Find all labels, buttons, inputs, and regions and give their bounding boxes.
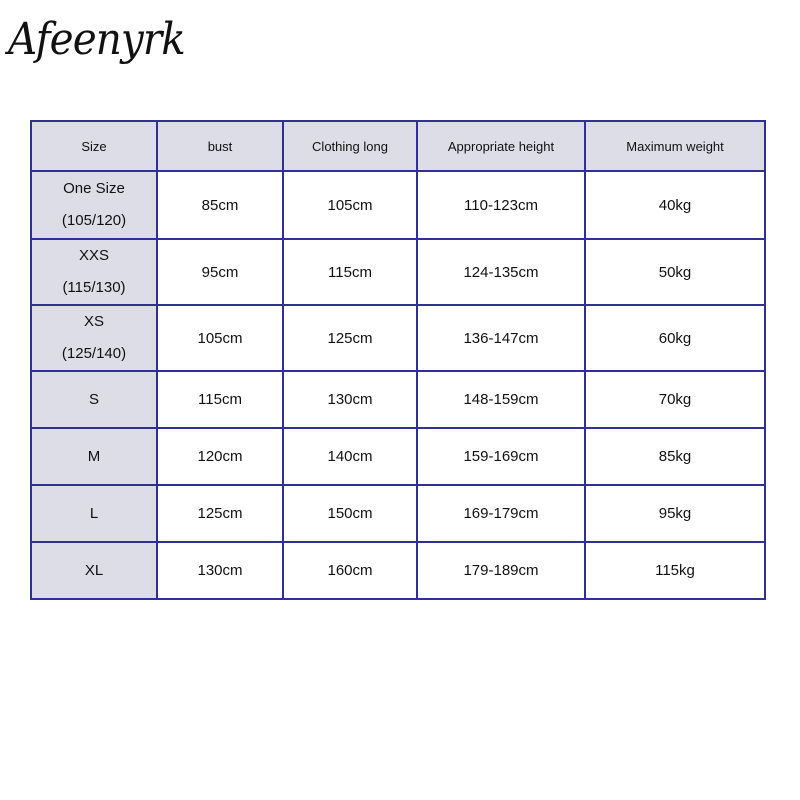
length-cell: 140cm xyxy=(283,428,417,485)
size-sub-label: (125/140) xyxy=(61,345,127,362)
table-row xyxy=(31,542,765,599)
size-label: XXS xyxy=(78,247,109,264)
weight-cell: 115kg xyxy=(585,542,765,599)
weight-cell: 95kg xyxy=(585,485,765,542)
header-maximum-weight: Maximum weight xyxy=(585,121,765,171)
weight-cell: 60kg xyxy=(585,305,765,371)
height-cell: 136-147cm xyxy=(417,305,585,371)
size-sub-label: (105/120) xyxy=(61,212,127,229)
size-label: One Size xyxy=(63,180,125,197)
header-appropriate-height: Appropriate height xyxy=(417,121,585,171)
size-chart-table xyxy=(30,120,766,600)
table-row xyxy=(31,239,765,305)
table-row xyxy=(31,371,765,428)
length-cell: 115cm xyxy=(283,239,417,305)
brand-logo: Afeenyrk xyxy=(8,14,185,65)
weight-cell: 85kg xyxy=(585,428,765,485)
bust-cell: 105cm xyxy=(157,305,283,371)
height-cell: 169-179cm xyxy=(417,485,585,542)
length-cell: 105cm xyxy=(283,171,417,239)
height-cell: 124-135cm xyxy=(417,239,585,305)
height-cell: 148-159cm xyxy=(417,371,585,428)
bust-cell: 125cm xyxy=(157,485,283,542)
weight-cell: 70kg xyxy=(585,371,765,428)
header-bust: bust xyxy=(157,121,283,171)
table-row xyxy=(31,428,765,485)
length-cell: 125cm xyxy=(283,305,417,371)
weight-cell: 50kg xyxy=(585,239,765,305)
bust-cell: 85cm xyxy=(157,171,283,239)
size-sub-label: (115/130) xyxy=(62,279,126,296)
height-cell: 159-169cm xyxy=(417,428,585,485)
height-cell: 179-189cm xyxy=(417,542,585,599)
size-cell xyxy=(31,171,157,239)
bust-cell: 115cm xyxy=(157,371,283,428)
size-cell: S xyxy=(31,371,157,428)
table-header-row xyxy=(31,121,765,171)
size-label: XS xyxy=(83,313,104,330)
length-cell: 130cm xyxy=(283,371,417,428)
bust-cell: 95cm xyxy=(157,239,283,305)
length-cell: 160cm xyxy=(283,542,417,599)
header-clothing-long: Clothing long xyxy=(283,121,417,171)
size-cell: XL xyxy=(31,542,157,599)
height-cell: 110-123cm xyxy=(417,171,585,239)
bust-cell: 120cm xyxy=(157,428,283,485)
table-row xyxy=(31,171,765,239)
length-cell: 150cm xyxy=(283,485,417,542)
size-cell xyxy=(31,305,157,371)
weight-cell: 40kg xyxy=(585,171,765,239)
size-cell: L xyxy=(31,485,157,542)
size-cell: M xyxy=(31,428,157,485)
table-row xyxy=(31,305,765,371)
header-size: Size xyxy=(31,121,157,171)
size-cell xyxy=(31,239,157,305)
bust-cell: 130cm xyxy=(157,542,283,599)
table-row xyxy=(31,485,765,542)
